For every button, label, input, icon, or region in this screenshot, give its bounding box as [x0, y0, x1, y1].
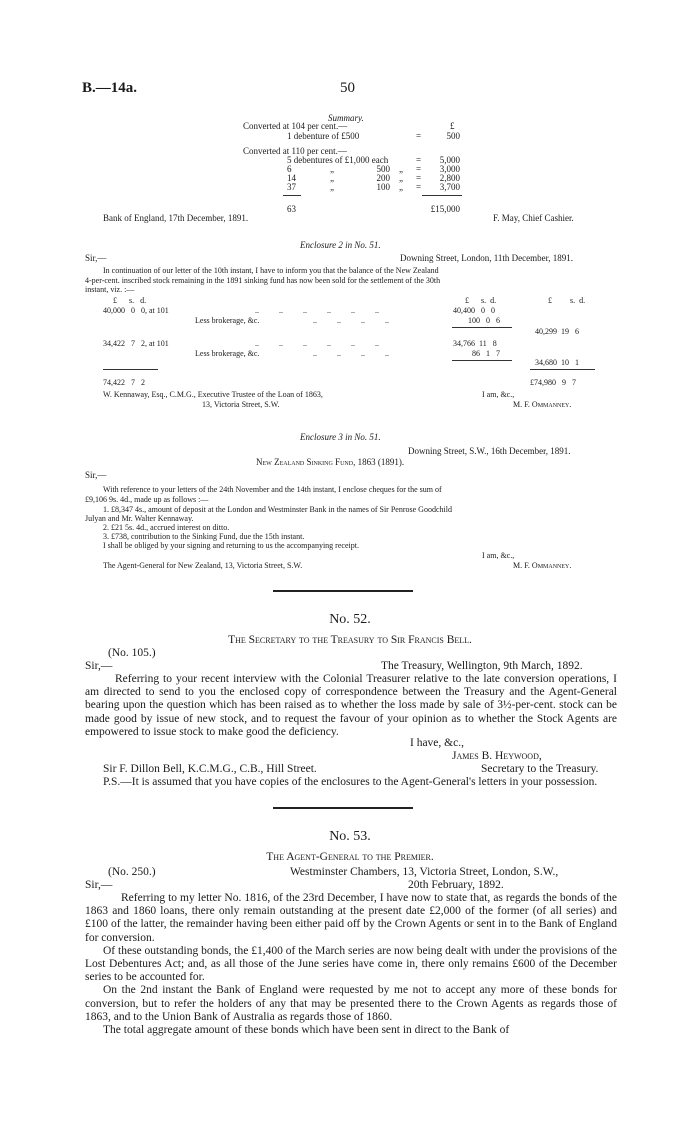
- no52-number: No. 52.: [329, 612, 371, 627]
- summary-row-2-ditto: „: [330, 164, 334, 174]
- summary-row-3-ditto: „: [330, 173, 334, 183]
- summary-row-3-eq: =: [416, 173, 422, 183]
- no52-body: [85, 673, 617, 739]
- summary-row-4-amt: 3,700: [439, 182, 460, 192]
- summary-row-2-amt: 3,000: [439, 164, 460, 174]
- summary-row-1-amt: 5,000: [439, 155, 460, 165]
- summary-signature: F. May, Chief Cashier.: [493, 213, 574, 223]
- no53-salutation: Sir,—: [85, 879, 113, 891]
- enc2-col-heads-right1: £ s. d.: [465, 296, 497, 305]
- no53-p1: Referring to my letter No. 1816, of the 23rd December, I have now to state that, as regards the bonds of the 1863 and 1860 loans, there only remain outstanding at the present date £2,000 of the former (of all series) and £100 of the latter, the remainder having been either paid off by the Crown Agents or sent in to the Bank of England for conversion.: [85, 892, 617, 944]
- enc2-row2b-dots: .. .. .. ..: [313, 349, 389, 358]
- summary-row-4-count: 37: [287, 182, 296, 192]
- enc2-col-heads-right2: £ s. d.: [548, 296, 586, 305]
- enc2-sum-right: £74,980 9 7: [530, 378, 576, 387]
- enc2-row1-rule: [452, 327, 512, 328]
- no52-addressee: Sir F. Dillon Bell, K.C.M.G., C.B., Hill Street.: [103, 763, 317, 775]
- no52-salutation: Sir,—: [85, 660, 113, 672]
- enc2-sum-rule-right: [530, 369, 595, 370]
- summary-line1a-amt: 500: [446, 131, 460, 141]
- no52-ps-text: P.S.—It is assumed that you have copies of the enclosures to the Agent-General's letters in your possession.: [103, 776, 598, 788]
- no53-p2: Of these outstanding bonds, the £1,400 of the March series are now being dealt with under the provisions of the Lost Debentures Act; and, as all those of the June series have come in, there only remains £600 of the December series to be accounted for.: [85, 944, 617, 984]
- enc3-salutation: Sir,—: [85, 470, 107, 480]
- no53-p4: The total aggregate amount of these bonds which have been sent in direct to the Bank of: [103, 1024, 510, 1037]
- enc2-body-2: 4-per-cent. inscribed stock remaining in the 1891 sinking fund has now been sold for the settlement of the 30th: [85, 276, 441, 285]
- no53-address-1: Westminster Chambers, 13, Victoria Street, London, S.W.,: [290, 866, 559, 878]
- no53-address-2: 20th February, 1892.: [408, 879, 504, 891]
- summary-row-3-amt: 2,800: [439, 173, 460, 183]
- enc3-body-2: £9,106 9s. 4d., made up as follows :—: [85, 495, 209, 504]
- enc2-row1-amt: 40,400 0 0: [453, 306, 495, 315]
- summary-line1a-eq: =: [416, 131, 422, 141]
- summary-row-3-count: 14: [287, 173, 296, 183]
- no52-close: I have, &c.,: [410, 737, 464, 749]
- enc2-sum-rule-left: [103, 369, 158, 370]
- enc2-addressee-1: W. Kennaway, Esq., C.M.G., Executive Trustee of the Loan of 1863,: [103, 390, 323, 399]
- section-divider-53: [273, 807, 413, 809]
- enc3-item-2: 2. £21 5s. 4d., accrued interest on ditto.: [103, 523, 230, 532]
- enc2-body-1: In continuation of our letter of the 10th instant, I have to inform you that the balance of the New Zealand: [103, 266, 439, 275]
- enc2-row2-dots: .. .. .. .. .. ..: [255, 339, 379, 348]
- no52-heading: The Secretary to the Treasury to Sir Francis Bell.: [228, 634, 472, 646]
- enc3-item-1b: Julyan and Mr. Walter Kennaway.: [85, 514, 194, 523]
- enc3-title: Enclosure 3 in No. 51.: [300, 432, 381, 442]
- no53-p3: On the 2nd instant the Bank of England were requested by me not to accept any more of these bonds for conversion, but to refer the holders of any that may be presented there to the Crown Agents as regards those of 1863, and to the Union Bank of Australia as regards those of 1860.: [85, 984, 617, 1023]
- summary-line2: Converted at 110 per cent.—: [243, 146, 347, 156]
- summary-row-4-val: 100: [376, 182, 390, 192]
- enc3-address: Downing Street, S.W., 16th December, 1891.: [408, 446, 571, 456]
- summary-title: Summary.: [328, 113, 364, 123]
- summary-row-4-ditto: „: [330, 182, 334, 192]
- summary-row-1-count: 5 debentures of £1,000 each: [287, 155, 389, 165]
- no52-ref: (No. 105.): [108, 647, 156, 659]
- summary-line1: Converted at 104 per cent.—: [243, 121, 348, 131]
- summary-row-2-eq: =: [416, 164, 422, 174]
- no52-signature: James B. Heywood,: [452, 750, 542, 762]
- summary-total-count: 63: [287, 204, 296, 214]
- summary-row-2-ditto2: „: [399, 164, 403, 174]
- enc2-col-heads-left: £ s. d.: [113, 296, 147, 305]
- summary-row-4-ditto2: „: [399, 182, 403, 192]
- enc2-row1-dots: .. .. .. .. .. ..: [255, 306, 379, 315]
- summary-row-3-ditto2: „: [399, 173, 403, 183]
- enc2-close: I am, &c.,: [482, 390, 515, 399]
- enc2-row2-left: 34,422 7 2, at 101: [103, 339, 169, 348]
- enc2-row1-left: 40,000 0 0, at 101: [103, 306, 169, 315]
- enc3-item-3: 3. £738, contribution to the Sinking Fund, due the 15th instant.: [103, 532, 305, 541]
- enc2-row2b-label: Less brokerage, &c.: [195, 349, 260, 358]
- no53-body: [85, 892, 617, 1037]
- summary-total-amt: £15,000: [430, 204, 460, 214]
- no53-ref: (No. 250.): [108, 866, 156, 878]
- enc3-item-1a: 1. £8,347 4s., amount of deposit at the London and Westminster Bank in the names of Sir Penrose Goodchild: [103, 505, 452, 514]
- enc2-row2-rule: [452, 360, 512, 361]
- summary-row-3-val: 200: [376, 173, 390, 183]
- no52-body-text: Referring to your recent interview with the Colonial Treasurer relative to the late conversion operations, I am directed to send to you the enclosed copy of correspondence between the Treasury and the Agent-General bearing upon the question which has been raised as to whether the loss made by sale of 3½-per-cent. stock can be made good by issue of new stock, and to request the favour of your opinion as to whether the Stock Agents are empowered to issue stock to make good the deficiency.: [85, 673, 617, 738]
- no52-sig-title: Secretary to the Treasury.: [481, 763, 599, 775]
- enc2-sum-left: 74,422 7 2: [103, 378, 145, 387]
- enc2-row2b-amt: 86 1 7: [472, 349, 500, 358]
- enc2-title: Enclosure 2 in No. 51.: [300, 240, 381, 250]
- summary-place-date: Bank of England, 17th December, 1891.: [103, 213, 249, 223]
- summary-row-2-val: 500: [376, 164, 390, 174]
- section-divider-52: [273, 590, 413, 592]
- enc2-body-3: instant, viz. :—: [85, 285, 135, 294]
- enc3-body-1: With reference to your letters of the 24th November and the 14th instant, I enclose cheques for the sum of: [103, 485, 442, 494]
- summary-row-1-eq: =: [416, 155, 422, 165]
- enc2-address: Downing Street, London, 11th December, 1891.: [400, 253, 574, 263]
- no52-address: The Treasury, Wellington, 9th March, 1892.: [381, 660, 583, 672]
- enc2-row1b-label: Less brokerage, &c.: [195, 316, 260, 325]
- enc3-addressee: The Agent-General for New Zealand, 13, Victoria Street, S.W.: [103, 561, 303, 570]
- enc2-addressee-2: 13, Victoria Street, S.W.: [202, 400, 280, 409]
- enc2-salutation: Sir,—: [85, 253, 107, 263]
- summary-amt-rule: [422, 195, 462, 196]
- page-ref: B.—14a.: [82, 80, 138, 96]
- enc2-row1b-amt: 100 0 6: [468, 316, 500, 325]
- enc2-row2-amt: 34,766 11 8: [453, 339, 497, 348]
- enc2-signature: M. F. Ommanney.: [513, 400, 572, 409]
- no53-heading: The Agent-General to the Premier.: [266, 851, 434, 863]
- no52-ps: [85, 776, 617, 789]
- enc2-row1b-dots: .. .. .. ..: [313, 316, 389, 325]
- page-number: 50: [340, 80, 355, 96]
- enc2-row2-total: 34,680 10 1: [535, 358, 579, 367]
- enc3-closing: I shall be obliged by your signing and returning to us the accompanying receipt.: [103, 541, 359, 550]
- enc3-signature: M. F. Ommanney.: [513, 561, 572, 570]
- summary-row-2-count: 6: [287, 164, 292, 174]
- summary-pound-head: £: [450, 121, 455, 131]
- summary-row-4-eq: =: [416, 182, 422, 192]
- enc3-subject: New Zealand Sinking Fund, 1863 (1891).: [256, 457, 405, 467]
- summary-count-rule: [283, 195, 301, 196]
- enc3-close: I am, &c.,: [482, 551, 515, 560]
- no53-number: No. 53.: [329, 829, 371, 844]
- summary-line1a: 1 debenture of £500: [287, 131, 360, 141]
- enc2-row1-total: 40,299 19 6: [535, 327, 579, 336]
